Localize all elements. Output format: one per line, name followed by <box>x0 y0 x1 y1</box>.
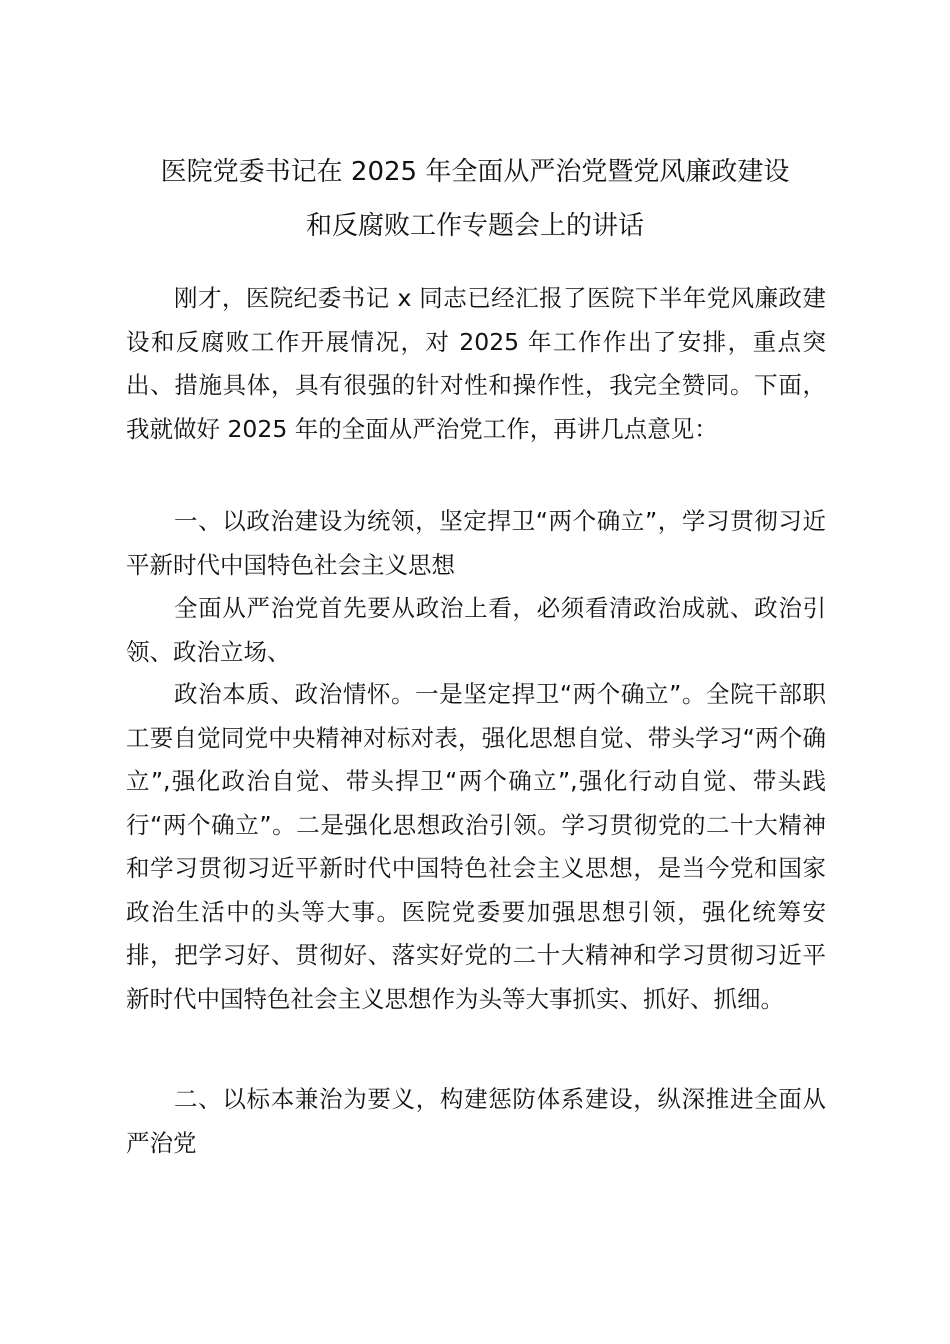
paragraph-opening: 刚才，医院纪委书记 x 同志已经汇报了医院下半年党风廉政建设和反腐败工作开展情况，对 2025 年工作作出了安排，重点突出、措施具体，具有很强的针对性和操作性，我完全赞同。下面，我就做好 2025 年的全面从严治党工作，再讲几点意见： <box>126 284 826 443</box>
section-heading-1: 一、以政治建设为统领，坚定捍卫“两个确立”，学习贯彻习近平新时代中国特色社会主义思想 <box>126 507 826 579</box>
paragraph-political-view: 全面从严治党首先要从政治上看，必须看清政治成就、政治引领、政治立场、 <box>126 594 826 666</box>
document-title-line-1: 医院党委书记在 2025 年全面从严治党暨党风廉政建设 <box>160 157 790 187</box>
paragraph-political-nature: 政治本质、政治情怀。一是坚定捍卫“两个确立”。全院干部职工要自觉同党中央精神对标对表，强化思想自觉、带头学习“两个确立”,强化政治自觉、带头捍卫“两个确立”,强化行动自觉、带头践行“两个确立”。二是强化思想政治引领。学习贯彻党的二十大精神和学习贯彻习近平新时代中国特色社会主义思想，是当今党和国家政治生活中的头等大事。医院党委要加强思想引领，强化统筹安排，把学习好、贯彻好、落实好党的二十大精神和学习贯彻习近平新时代中国特色社会主义思想作为头等大事抓实、抓好、抓细。 <box>126 680 826 1013</box>
document-title-line-2: 和反腐败工作专题会上的讲话 <box>305 211 644 241</box>
section-heading-2: 二、以标本兼治为要义，构建惩防体系建设，纵深推进全面从严治党 <box>126 1085 826 1157</box>
